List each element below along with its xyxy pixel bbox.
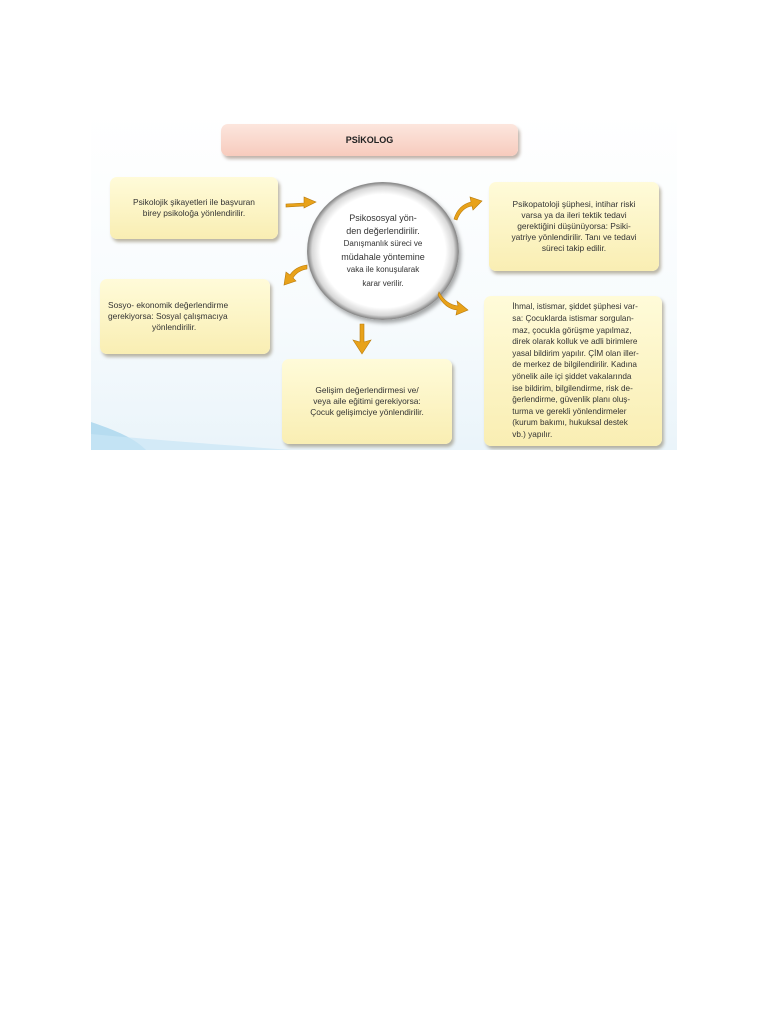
node-text-line: yatriye yönlendirilir. Tanı ve tedavi (511, 232, 637, 242)
node-text-line: veya aile eğitimi gerekiyorsa: (313, 396, 421, 406)
node-text-line: maz, çocukla görüşme yapılmaz, (512, 325, 632, 335)
node-text-line: de merkez de bilgilendirilir. Kadına (512, 360, 637, 370)
node-gelisim (282, 359, 452, 444)
node-text-line: vb.) yapılır. (512, 429, 553, 439)
title-psikolog (221, 124, 518, 156)
node-text-line: yasal bildirim yapılır. ÇİM olan iller- (512, 348, 639, 358)
node-text-line: Gelişim değerlendirmesi ve/ (315, 385, 419, 395)
node-text-line: yönelik aile içi şiddet vakalarında (512, 372, 632, 381)
node-text-line: turma ve gerekli yönlendirmeler (512, 406, 627, 416)
arrow-up-right-icon (451, 192, 485, 222)
arrow-right-icon (284, 191, 318, 213)
node-sosyo-ekonomik (100, 279, 270, 354)
node-text-line: varsa ya da ileri tektik tedavi (521, 210, 627, 220)
flow-diagram (91, 113, 677, 450)
center-text-line: Danışmanlık süreci ve (343, 239, 423, 248)
center-text-line: Psikososyal yön- (349, 213, 417, 223)
node-text-line: sa: Çocuklarda istismar sorgulan- (512, 314, 634, 324)
node-ihmal-istismar (484, 296, 662, 446)
center-text-line: karar verilir. (362, 278, 404, 288)
node-text-line: Psikopatoloji şüphesi, intihar riski (512, 199, 636, 209)
node-text-line: ğerlendirme, güvenlik planı oluş- (512, 395, 631, 405)
node-psikopatoloji (489, 182, 659, 271)
node-text-line: Sosyo- ekonomik değerlendirme (108, 300, 229, 310)
node-text-line: (kurum bakımı, hukuksal destek (512, 418, 628, 428)
arrow-down-left-icon (277, 261, 309, 287)
node-text-line: direk olarak kolluk ve adli birimlere (512, 337, 638, 347)
node-text-line: gerekiyorsa: Sosyal çalışmacıya (108, 311, 228, 321)
center-text (323, 206, 443, 296)
center-text-line: vaka ile konuşularak (346, 265, 420, 274)
node-text-line: ise bildirim, bilgilendirme, risk de- (512, 383, 633, 393)
arrow-down-right-icon (436, 289, 470, 317)
node-text-line: süreci takip edilir. (541, 243, 607, 253)
node-text-line: gerektiğini düşünüyorsa: Psiki- (517, 221, 631, 231)
center-text-line: müdahale yöntemine (341, 251, 425, 262)
node-psikolojik-sikayet (110, 177, 278, 239)
node-text-line: Psikolojik şikayetleri ile başvuran (133, 197, 255, 207)
arrow-down-icon (349, 322, 375, 356)
node-text-line: Çocuk gelişimciye yönlendirilir. (310, 407, 424, 417)
center-text-line: den değerlendirilir. (346, 225, 420, 236)
title-text: PSİKOLOG (345, 135, 394, 145)
node-text-line: birey psikoloğa yönlendirilir. (142, 208, 246, 218)
node-text-line: İhmal, istismar, şiddet şüphesi var- (512, 302, 638, 312)
node-text-line: yönlendirilir. (152, 322, 197, 332)
